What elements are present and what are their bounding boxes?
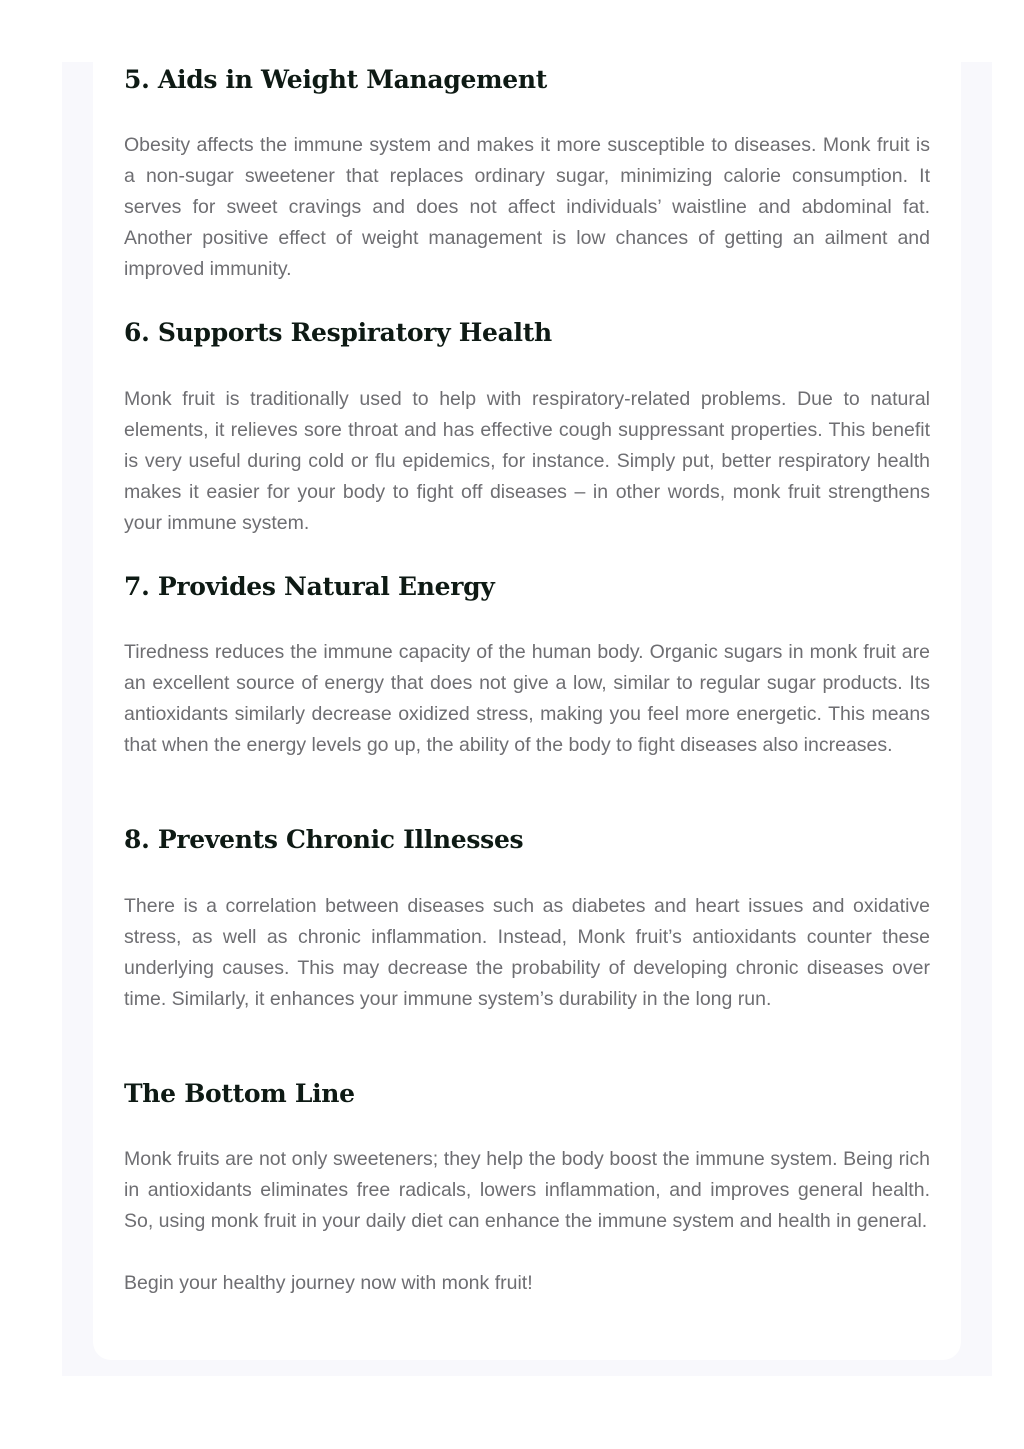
section-paragraph: Monk fruits are not only sweeteners; they help the body boost the immune system. Being rich in antioxidants eliminates free radicals, lowers inflammation, and improves general health. So, using monk fruit in your daily diet can enhance the immune system and health in general.	[124, 1148, 930, 1232]
page-background	[62, 62, 992, 1376]
section-paragraph: Obesity affects the immune system and makes it more susceptible to diseases. Monk fruit is a non-sugar sweetener that replaces ordinary sugar, minimizing calorie consumption. It serves for sweet cravings and does not affect individuals’ waistline and abdominal fat. Another positive effect of weight management is low chances of getting an ailment and improved immunity.	[124, 134, 930, 280]
section-heading: 5. Aids in Weight Management	[124, 65, 547, 94]
section-paragraph: There is a correlation between diseases such as diabetes and heart issues and oxidative stress, as well as chronic inflammation. Instead, Monk fruit’s antioxidants counter these underlying causes. This may decrease the probability of developing chronic diseases over time. Similarly, it enhances your immune system’s durability in the long run.	[124, 895, 930, 1010]
section-heading: The Bottom Line	[124, 1079, 355, 1108]
closing-paragraph: Begin your healthy journey now with monk fruit!	[124, 1272, 533, 1294]
section-bottom-line	[124, 1076, 930, 1299]
section-heading: 7. Provides Natural Energy	[124, 572, 495, 601]
article-card	[93, 62, 961, 1360]
section-weight-management	[124, 62, 930, 285]
section-respiratory-health	[124, 315, 930, 539]
section-heading: 6. Supports Respiratory Health	[124, 318, 552, 347]
section-heading: 8. Prevents Chronic Illnesses	[124, 825, 524, 854]
section-chronic-illnesses	[124, 822, 930, 1015]
section-natural-energy	[124, 569, 930, 761]
section-paragraph: Monk fruit is traditionally used to help with respiratory-related problems. Due to natural elements, it relieves sore throat and has effective cough suppressant properties. This benefit is very useful during cold or flu epidemics, for instance. Simply put, better respiratory health makes it easier for your body to fight off diseases – in other words, monk fruit strengthens your immune system.	[124, 388, 930, 534]
section-paragraph: Tiredness reduces the immune capacity of the human body. Organic sugars in monk fruit are an excellent source of energy that does not give a low, similar to regular sugar products. Its antioxidants similarly decrease oxidized stress, making you feel more energetic. This means that when the energy levels go up, the ability of the body to fight diseases also increases.	[124, 641, 930, 756]
